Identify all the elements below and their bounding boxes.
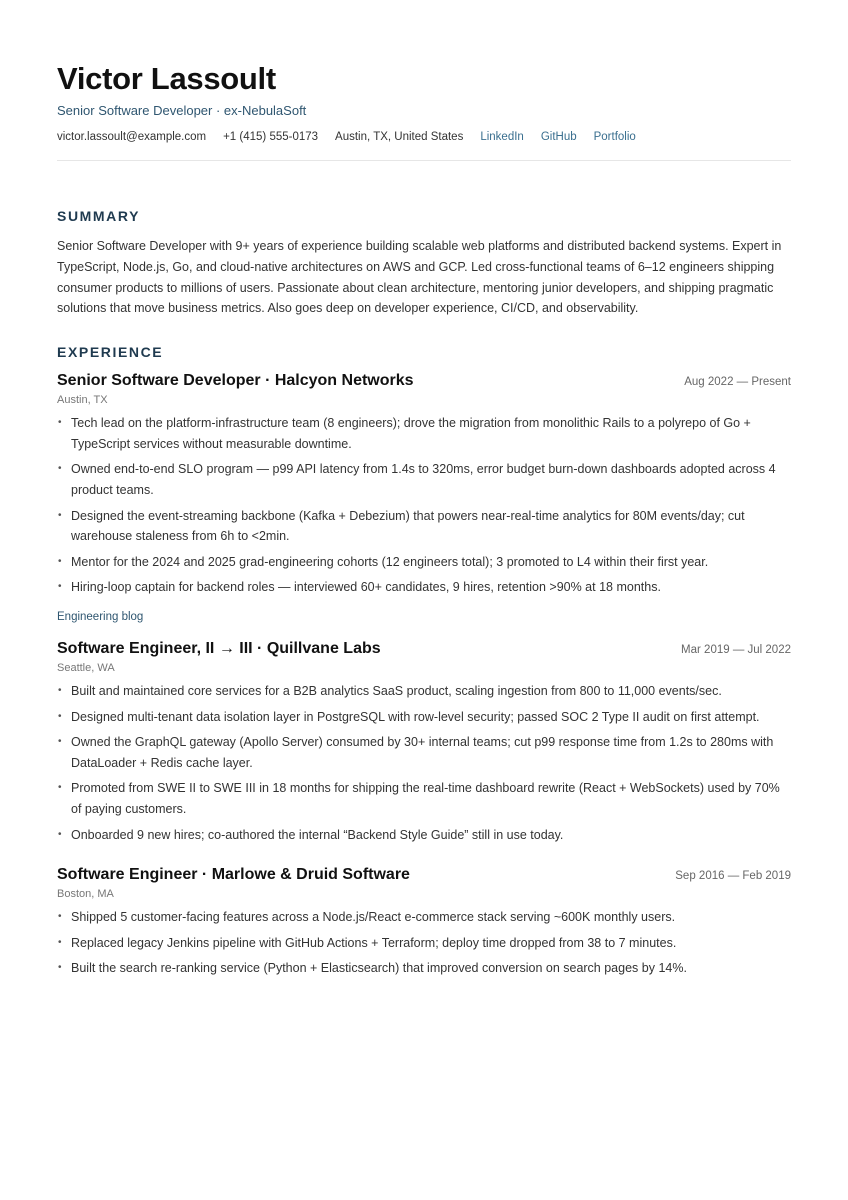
job-dates: Aug 2022 — Present — [684, 376, 791, 389]
job-bullets — [57, 907, 791, 979]
portfolio-link[interactable]: Portfolio — [593, 131, 636, 143]
job-location: Boston, MA — [57, 888, 114, 901]
job-dates: Mar 2019 — Jul 2022 — [681, 643, 791, 656]
job-bullet: • Tech lead on the platform-infrastructure team (8 engineers); drove the migration from monolithic Rails to a polyrepo of Go + TypeScript services without measurable downtime. — [57, 413, 791, 454]
candidate-name: Victor Lassoult — [57, 61, 276, 96]
job-bullet: • Onboarded 9 new hires; co-authored the internal “Backend Style Guide” still in use today. — [57, 825, 791, 846]
job-bullet: • Shipped 5 customer-facing features across a Node.js/React e-commerce stack serving ~600K monthly users. — [57, 907, 791, 928]
linkedin-link[interactable]: LinkedIn — [480, 131, 524, 143]
summary-text: Senior Software Developer with 9+ years of experience building scalable web platforms and distributed backend systems. Expert in TypeScript, Node.js, Go, and cloud-native architectures on AWS and GCP. Led cross-functional teams of 6–12 engineers shipping consumer products to millions of users. Passionate about clean architecture, mentoring junior developers, and shipping pragmatic solutions that move business metrics. Also goes deep on developer experience, CI/CD, and observability. — [57, 239, 782, 316]
job-entry — [57, 371, 791, 625]
github-link[interactable]: GitHub — [540, 131, 577, 143]
job-bullet: • Replaced legacy Jenkins pipeline with GitHub Actions + Terraform; deploy time dropped from 38 to 7 minutes. — [57, 933, 791, 954]
experience-heading: EXPERIENCE — [57, 344, 164, 361]
job-location: Austin, TX — [57, 394, 108, 407]
job-bullet: • Designed multi-tenant data isolation layer in PostgreSQL with row-level security; passed SOC 2 Type II audit on first attempt. — [57, 707, 791, 728]
job-bullets — [57, 413, 791, 598]
job-location: Seattle, WA — [57, 661, 115, 674]
header-divider — [57, 160, 791, 161]
job-header — [57, 371, 791, 391]
job-bullet: • Hiring-loop captain for backend roles — interviewed 60+ candidates, 9 hires, retention >90% at 18 months. — [57, 577, 791, 598]
contact-phone: +1 (415) 555-0173 — [223, 131, 319, 143]
job-bullet: • Built the search re-ranking service (Python + Elasticsearch) that improved conversion on search pages by 14%. — [57, 958, 791, 979]
summary-heading: SUMMARY — [57, 208, 141, 224]
candidate-headline: Senior Software Developer · ex-NebulaSoft — [57, 103, 307, 118]
contact-email: victor.lassoult@example.com — [57, 131, 207, 143]
contact-row — [57, 129, 791, 145]
job-bullet: • Mentor for the 2024 and 2025 grad-engineering cohorts (12 engineers total); 3 promoted to L4 within their first year. — [57, 552, 791, 573]
job-header — [57, 865, 791, 885]
job-bullet: • Owned end-to-end SLO program — p99 API latency from 1.4s to 320ms, error budget burn-down dashboards adopted across 4 product teams. — [57, 459, 791, 500]
job-bullet: • Designed the event-streaming backbone (Kafka + Debezium) that powers near-real-time analytics for 80M events/day; cut warehouse staleness from 6h to <2min. — [57, 506, 791, 547]
job-title: Software Engineer · Marlowe & Druid Software — [57, 866, 410, 884]
job-dates: Sep 2016 — Feb 2019 — [675, 870, 791, 883]
job-header — [57, 639, 791, 659]
job-bullet: • Owned the GraphQL gateway (Apollo Server) consumed by 30+ internal teams; cut p99 response time from 1.2s to 280ms with DataLoader + Redis cache layer. — [57, 732, 791, 773]
job-entry — [57, 865, 791, 979]
job-entry — [57, 639, 791, 845]
contact-location: Austin, TX, United States — [335, 131, 464, 143]
engineering-blog-link[interactable]: Engineering blog — [57, 610, 144, 623]
job-title: Software Engineer, II → III · Quillvane Labs — [57, 639, 381, 657]
job-bullet: • Promoted from SWE II to SWE III in 18 months for shipping the real-time dashboard rewrite (React + WebSockets) used by 70% of paying customers. — [57, 778, 791, 819]
job-title: Senior Software Developer · Halcyon Networks — [57, 372, 414, 390]
job-bullets — [57, 681, 791, 845]
job-bullet: • Built and maintained core services for a B2B analytics SaaS product, scaling ingestion from 800 to 11,000 events/sec. — [57, 681, 791, 702]
